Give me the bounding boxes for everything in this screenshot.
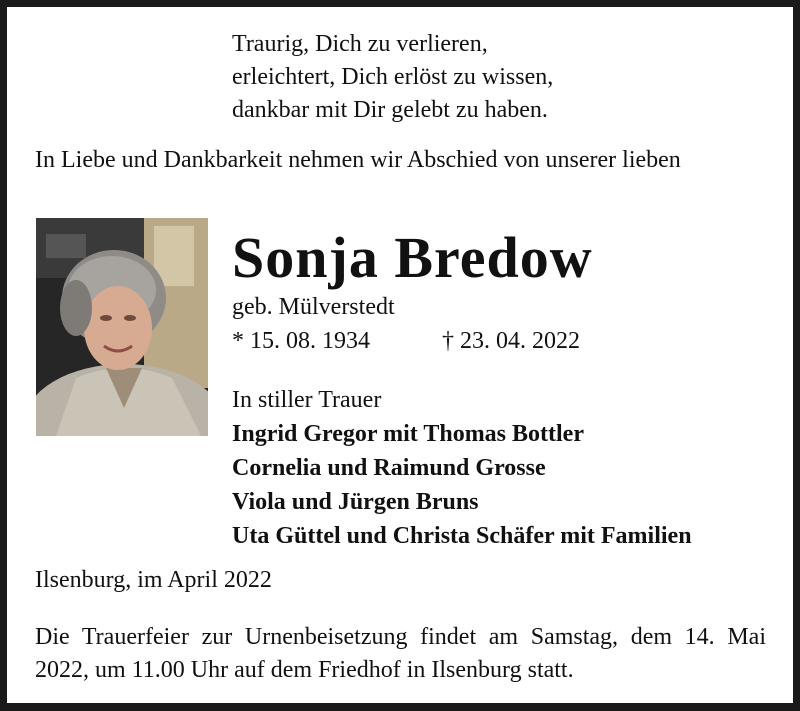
poem-line: dankbar mit Dir gelebt zu haben. [232, 97, 548, 123]
place-date: Ilsenburg, im April 2022 [35, 567, 272, 593]
birth-name: geb. Mülverstedt [232, 294, 395, 320]
poem-line: erleichtert, Dich erlöst zu wissen, [232, 64, 554, 90]
mourner-line: Ingrid Gregor mit Thomas Bottler [232, 421, 584, 447]
poem-line: Traurig, Dich zu verlieren, [232, 31, 488, 57]
deceased-name: Sonja Bredow [232, 225, 593, 290]
mourning-heading: In stiller Trauer [232, 387, 382, 413]
mourner-line: Cornelia und Raimund Grosse [232, 455, 546, 481]
life-dates [232, 326, 580, 356]
mourners-list [232, 417, 692, 553]
mourner-line: Viola und Jürgen Bruns [232, 489, 479, 515]
intro-text: In Liebe und Dankbarkeit nehmen wir Abschied von unserer lieben [35, 147, 681, 173]
funeral-info: Die Trauerfeier zur Urnenbeisetzung findet am Samstag, dem 14. Mai 2022, um 11.00 Uhr auf dem Friedhof in Ilsenburg statt. [35, 624, 766, 683]
poem [232, 28, 553, 127]
portrait-image [36, 218, 208, 436]
mourner-line: Uta Güttel und Christa Schäfer mit Familien [232, 523, 692, 549]
portrait-photo [36, 218, 208, 436]
birth-date: * 15. 08. 1934 [232, 328, 370, 354]
death-date: † 23. 04. 2022 [442, 328, 580, 354]
